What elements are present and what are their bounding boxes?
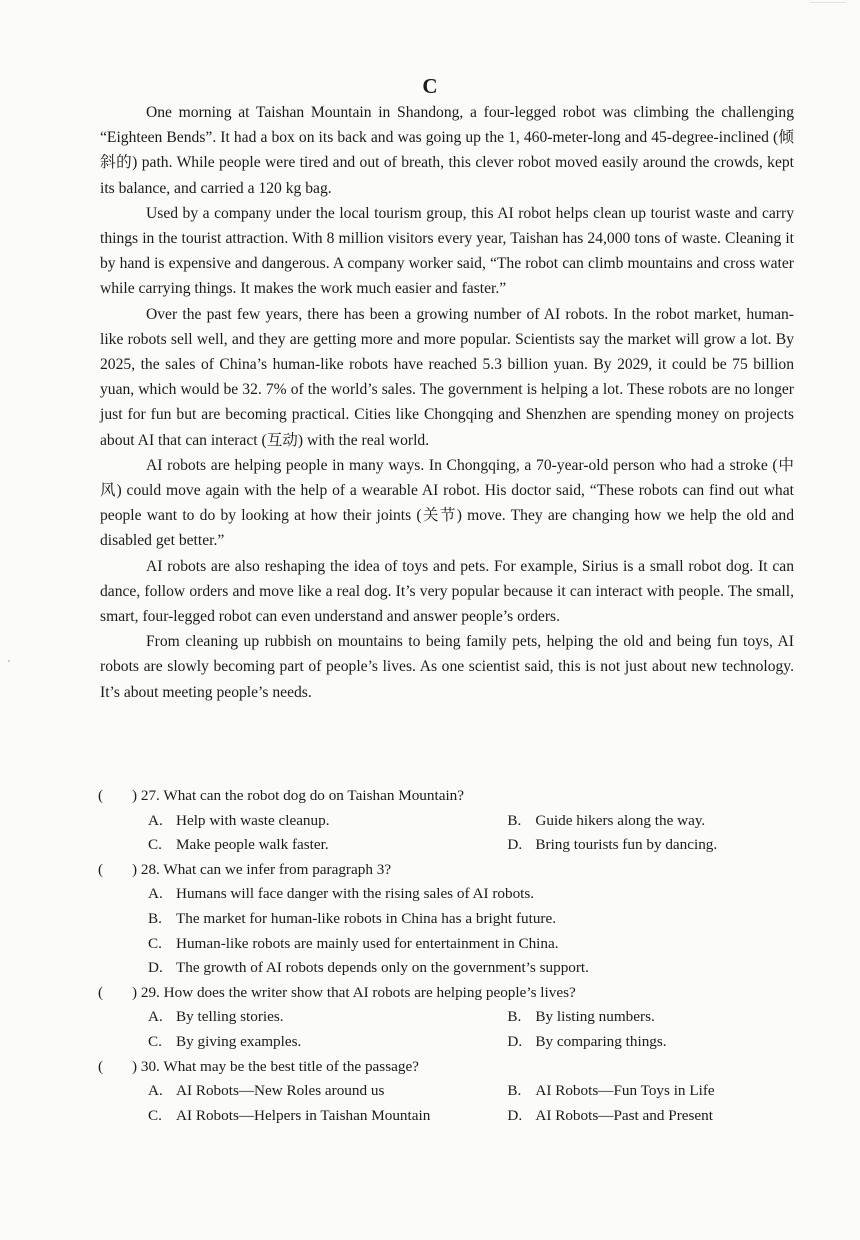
- option-d: D. Bring tourists fun by dancing.: [507, 836, 718, 854]
- paragraph-3: Over the past few years, there has been a growing number of AI robots. In the robot market, human-like robots sell well, and they are getting more and more popular. Scientists say the market will grow a lot. By 2025, the sales of China’s human-like robots have reached 5.3 billion yuan. By 2029, it could be 75 billion yuan, which would be 32. 7% of the world’s sales. The government is helping a lot. These robots are no longer just for fun but are becoming practical. Cities like Chongqing and Shenzhen are spending money on projects about AI that can interact (互动) with the real world.: [100, 305, 794, 449]
- option-a: A. By telling stories.: [148, 1008, 284, 1026]
- scan-edge-mark: [810, 2, 846, 3]
- option-b: B. The market for human-like robots in China has a bright future.: [148, 909, 557, 927]
- option-b: B. By listing numbers.: [507, 1008, 655, 1026]
- answer-blank[interactable]: (: [98, 1057, 104, 1075]
- answer-blank[interactable]: (: [98, 983, 104, 1001]
- answer-blank[interactable]: (: [98, 860, 104, 878]
- question-stem: ) 29. How does the writer show that AI robots are helping people’s lives?: [132, 983, 576, 1001]
- option-b: B. AI Robots—Fun Toys in Life: [507, 1082, 715, 1100]
- answer-blank[interactable]: (: [98, 787, 104, 804]
- question-30: [98, 1055, 798, 1129]
- paragraph-4: AI robots are helping people in many ways. In Chongqing, a 70-year-old person who had a stroke (中风) could move again with the help of a wearable AI robot. His doctor said, “These robots can find out what people want to do by looking at how their joints (关节) move. They are changing how we help the old and disabled get better.”: [100, 456, 794, 550]
- paragraph-6: From cleaning up rubbish on mountains to being family pets, helping the old and being fun toys, AI robots are slowly becoming part of people’s lives. As one scientist said, this is not just about new technology. It’s about meeting people’s needs.: [100, 633, 794, 701]
- reading-passage: [100, 100, 794, 705]
- option-c: C. Make people walk faster.: [148, 836, 329, 854]
- paragraph-1: One morning at Taishan Mountain in Shandong, a four-legged robot was climbing the challenging “Eighteen Bends”. It had a box on its back and was going up the 1, 460-meter-long and 45-degree-inclined (倾斜的) path. While people were tired and out of breath, this clever robot moved easily around the crowds, kept its balance, and carried a 120 kg bag.: [100, 104, 794, 197]
- paragraph-2: Used by a company under the local tourism group, this AI robot helps clean up tourist waste and carry things in the tourist attraction. With 8 million visitors every year, Taishan has 24,000 tons of waste. Cleaning it by hand is expensive and dangerous. A company worker said, “The robot can climb mountains and cross water while carrying things. It makes the work much easier and faster.”: [100, 204, 794, 298]
- question-28: [98, 858, 798, 981]
- question-27: [98, 784, 798, 858]
- question-29: [98, 981, 798, 1055]
- section-title: C: [422, 74, 438, 98]
- option-d: D. The growth of AI robots depends only on the government’s support.: [148, 959, 589, 977]
- question-list: [98, 784, 798, 1128]
- option-d: D. AI Robots—Past and Present: [507, 1106, 713, 1124]
- option-a: A. Humans will face danger with the rising sales of AI robots.: [148, 885, 535, 903]
- option-c: C. Human-like robots are mainly used for entertainment in China.: [148, 934, 559, 952]
- scan-dot: [8, 660, 10, 662]
- paragraph-5: AI robots are also reshaping the idea of toys and pets. For example, Sirius is a small robot dog. It can dance, follow orders and move like a real dog. It’s very popular because it can interact with people. The small, smart, four-legged robot can even understand and answer people’s orders.: [100, 557, 794, 626]
- option-d: D. By comparing things.: [507, 1032, 667, 1050]
- question-stem: ) 27. What can the robot dog do on Taishan Mountain?: [132, 787, 465, 804]
- option-a: A. Help with waste cleanup.: [148, 811, 330, 829]
- question-stem: ) 30. What may be the best title of the passage?: [132, 1057, 419, 1075]
- question-stem: ) 28. What can we infer from paragraph 3?: [132, 860, 392, 878]
- option-b: B. Guide hikers along the way.: [507, 811, 706, 829]
- option-c: C. AI Robots—Helpers in Taishan Mountain: [148, 1106, 431, 1124]
- option-a: A. AI Robots—New Roles around us: [148, 1082, 385, 1100]
- option-c: C. By giving examples.: [148, 1032, 302, 1050]
